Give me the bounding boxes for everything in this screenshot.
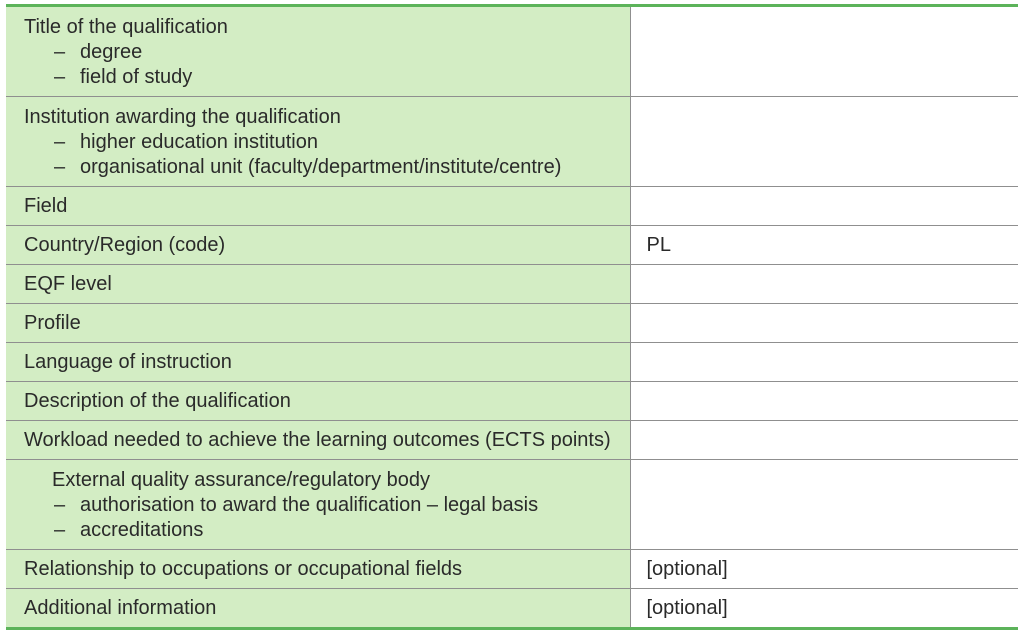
sub-item: [24, 155, 630, 180]
row-value-cell: [630, 265, 1018, 304]
row-label: Relationship to occupations or occupational fields: [24, 558, 463, 580]
row-label: Language of instruction: [24, 351, 232, 373]
row-label: External quality assurance/regulatory body: [52, 469, 430, 491]
table-row: [6, 421, 1018, 460]
row-label: Description of the qualification: [24, 390, 291, 412]
row-value-cell: [630, 343, 1018, 382]
row-value: [647, 421, 1019, 428]
row-label-cell: [6, 589, 630, 628]
table-row: [6, 7, 1018, 97]
row-value-cell: [630, 187, 1018, 226]
row-label-cell: [6, 421, 630, 460]
row-value: [647, 265, 1019, 272]
row-value-cell: [630, 382, 1018, 421]
row-label: EQF level: [24, 273, 112, 295]
sub-item: [24, 493, 630, 518]
row-label: Country/Region (code): [24, 234, 226, 256]
row-label-cell: [6, 382, 630, 421]
dash-bullet: –: [54, 131, 66, 153]
dash-bullet: –: [54, 41, 66, 63]
sub-item: [24, 65, 630, 90]
row-label: Institution awarding the qualification: [24, 106, 341, 128]
row-label: Profile: [24, 312, 81, 334]
row-label-cell: [6, 7, 630, 97]
dash-bullet: –: [54, 66, 66, 88]
row-value: [647, 304, 1019, 311]
row-label: Additional information: [24, 597, 217, 619]
row-value-cell: [630, 304, 1018, 343]
table-row: [6, 382, 1018, 421]
row-value-cell: [630, 421, 1018, 460]
row-label-cell: [6, 226, 630, 265]
sub-item-text: higher education institution: [80, 131, 318, 153]
row-value: [647, 343, 1019, 350]
row-value-cell: [630, 460, 1018, 550]
table-row: [6, 589, 1018, 628]
row-value: [optional]: [646, 558, 728, 580]
row-label-cell: [6, 97, 630, 187]
sub-item-text: accreditations: [80, 519, 204, 541]
row-label: Workload needed to achieve the learning outcomes (ECTS points): [24, 429, 611, 451]
row-label-cell: [6, 343, 630, 382]
table-row: [6, 187, 1018, 226]
table-row: [6, 460, 1018, 550]
table-row: [6, 97, 1018, 187]
sub-item: [24, 130, 630, 155]
row-label: Title of the qualification: [24, 16, 228, 38]
row-value-cell: [630, 226, 1018, 265]
table-row: [6, 226, 1018, 265]
row-value-cell: [630, 97, 1018, 187]
sub-item-text: degree: [80, 41, 143, 63]
qualification-table: [6, 7, 1018, 627]
table-row: [6, 343, 1018, 382]
table-row: [6, 550, 1018, 589]
dash-bullet: –: [54, 519, 66, 541]
row-value-cell: [630, 550, 1018, 589]
dash-bullet: –: [54, 494, 66, 516]
sub-item-text: field of study: [80, 66, 193, 88]
dash-bullet: –: [54, 156, 66, 178]
table-row: [6, 304, 1018, 343]
sub-item: [24, 518, 630, 543]
row-label-cell: [6, 187, 630, 226]
table-row: [6, 265, 1018, 304]
row-value-cell: [630, 589, 1018, 628]
sub-item-text: organisational unit (faculty/department/institute/centre): [80, 156, 562, 178]
sub-item-text: authorisation to award the qualification – legal basis: [80, 494, 539, 516]
row-label-cell: [6, 304, 630, 343]
row-label-cell: [6, 460, 630, 550]
row-value: [647, 382, 1019, 389]
row-value: [647, 187, 1019, 194]
row-value: PL: [646, 234, 671, 256]
qualification-table-container: [6, 4, 1018, 630]
row-value-cell: [630, 7, 1018, 97]
row-label-cell: [6, 265, 630, 304]
row-label-cell: [6, 550, 630, 589]
sub-item: [24, 40, 630, 65]
row-value: [optional]: [646, 597, 728, 619]
row-label: Field: [24, 195, 68, 217]
